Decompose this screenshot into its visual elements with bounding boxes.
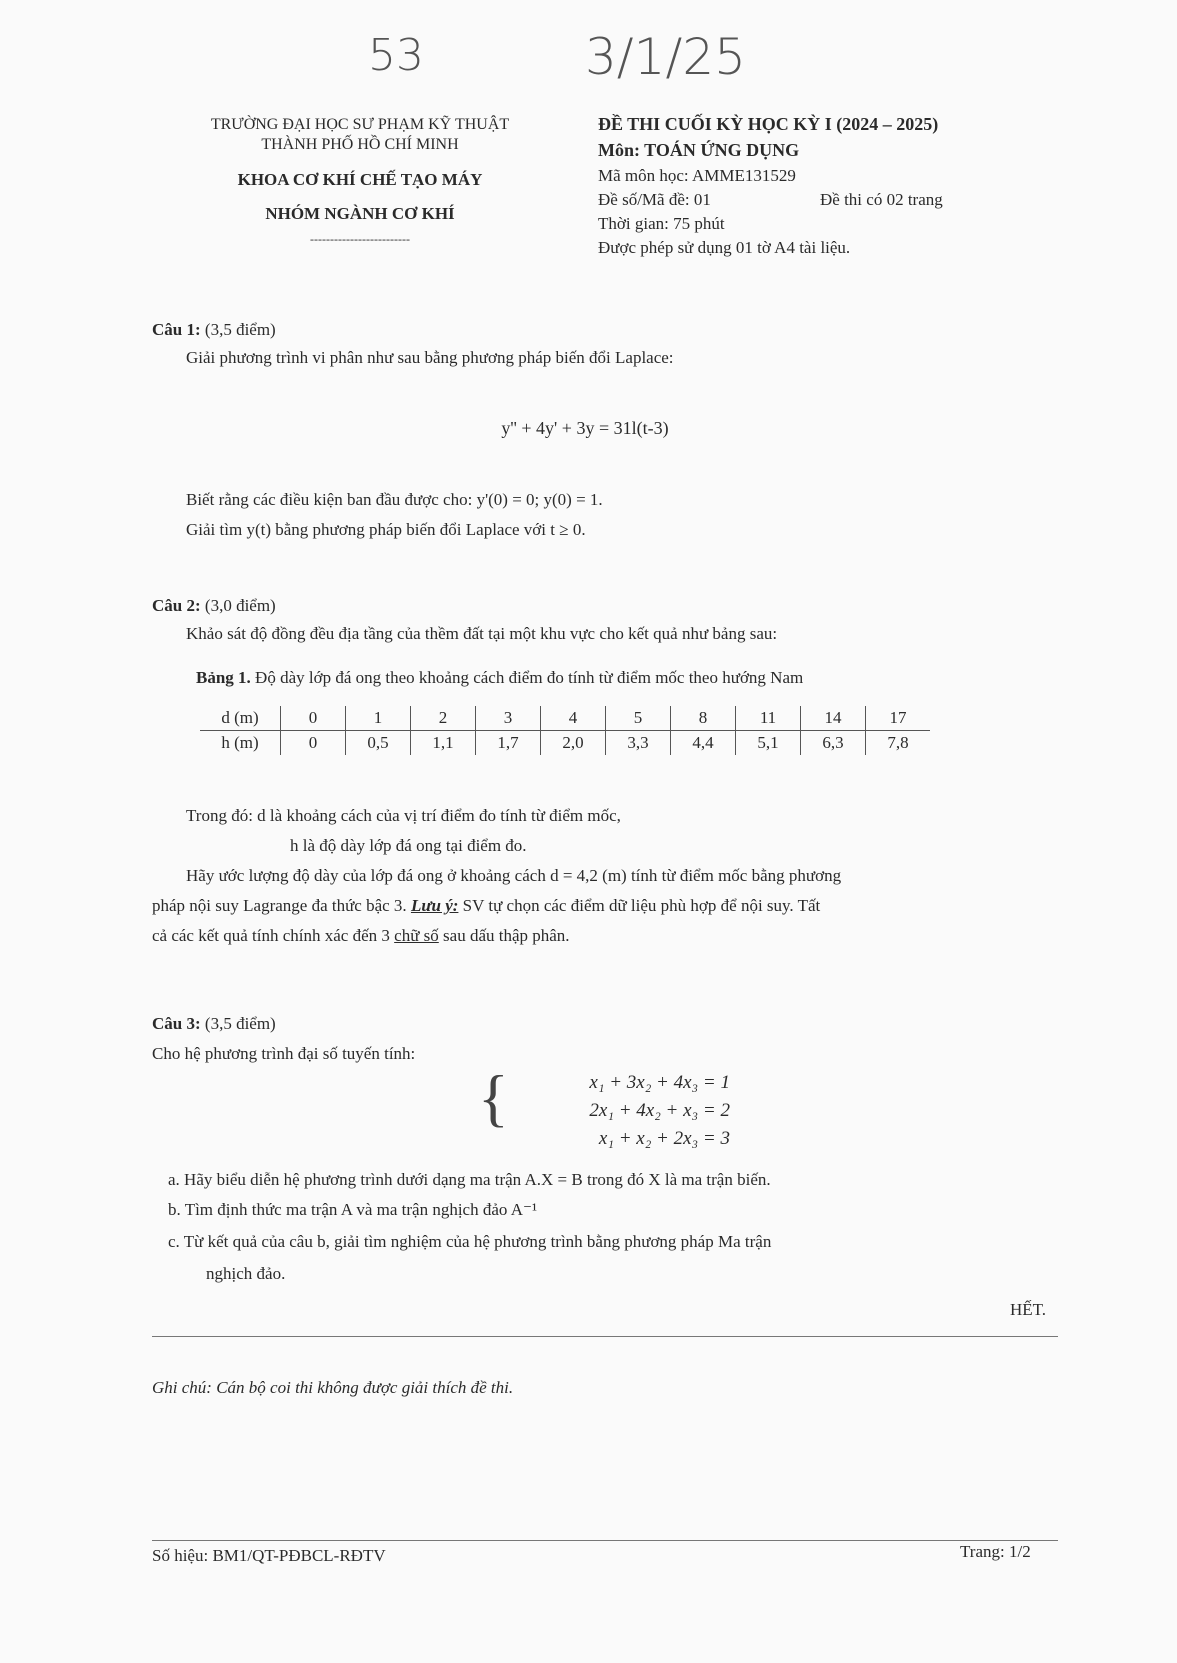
table-cell: 0,5 — [346, 731, 411, 756]
university-name: TRƯỜNG ĐẠI HỌC SƯ PHẠM KỸ THUẬT — [210, 116, 510, 133]
table-caption: Bảng 1. Độ dày lớp đá ong theo khoảng cách điểm đo tính từ điểm mốc theo hướng Nam — [196, 668, 804, 687]
equation-1: x₁ + 3x₂ + 4x₃ = 1 — [589, 1072, 730, 1093]
divider — [152, 1336, 1058, 1337]
header-divider: ------------------------- — [310, 232, 410, 246]
table-row-h — [200, 731, 930, 756]
exam-code: Đề số/Mã đề: 01 — [598, 190, 711, 209]
table-cell: 6,3 — [801, 731, 866, 756]
department-name: NHÓM NGÀNH CƠ KHÍ — [265, 204, 455, 223]
exam-time: Thời gian: 75 phút — [598, 214, 725, 233]
footer-divider — [152, 1540, 1058, 1541]
table-cell: 1,7 — [476, 731, 541, 756]
q1-intro: Giải phương trình vi phân như sau bằng phương pháp biến đổi Laplace: — [186, 348, 674, 367]
q3-part-c-cont: nghịch đảo. — [206, 1264, 286, 1283]
q2-heading: Câu 2: (3,0 điểm) — [152, 596, 276, 615]
q3-part-a: a. Hãy biểu diễn hệ phương trình dưới dạng ma trận A.X = B trong đó X là ma trận biến. — [168, 1170, 771, 1189]
row-label: h (m) — [221, 733, 259, 752]
table-cell: 11 — [736, 706, 801, 731]
table-cell: 0 — [281, 731, 346, 756]
q2-task-line1: Hãy ước lượng độ dày của lớp đá ong ở khoảng cách d = 4,2 (m) tính từ điểm mốc bằng phương — [186, 866, 842, 885]
table-cell: 4,4 — [671, 731, 736, 756]
q3-part-b: b. Tìm định thức ma trận A và ma trận nghịch đảo A⁻¹ — [168, 1200, 538, 1219]
proctor-note: Ghi chú: Cán bộ coi thi không được giải thích đề thi. — [152, 1378, 514, 1397]
page-number: Trang: 1/2 — [960, 1542, 1031, 1561]
table-cell: 3 — [476, 706, 541, 731]
end-marker: HẾT. — [1010, 1300, 1047, 1319]
q3-heading: Câu 3: (3,5 điểm) — [152, 1014, 276, 1033]
q2-where-h: h là độ dày lớp đá ong tại điểm đo. — [290, 836, 527, 855]
q1-equation: y'' + 4y' + 3y = 31l(t-3) — [501, 418, 669, 438]
thickness-table — [200, 706, 930, 755]
exam-title: ĐỀ THI CUỐI KỲ HỌC KỲ I (2024 – 2025) — [598, 114, 939, 134]
subject: Môn: TOÁN ỨNG DỤNG — [598, 140, 800, 160]
table-cell: 5 — [606, 706, 671, 731]
document-code: Số hiệu: BM1/QT-PĐBCL-RĐTV — [152, 1546, 386, 1565]
page-count: Đề thi có 02 trang — [820, 190, 943, 209]
table-cell: 0 — [281, 706, 346, 731]
q2-task-line3: cả các kết quả tính chính xác đến 3 chữ số sau dấu thập phân. — [152, 926, 570, 945]
table-cell: 17 — [866, 706, 931, 731]
table-cell: 3,3 — [606, 731, 671, 756]
table-cell: 14 — [801, 706, 866, 731]
table-cell: 1,1 — [411, 731, 476, 756]
materials-allowed: Được phép sử dụng 01 tờ A4 tài liệu. — [598, 238, 851, 257]
q1-task: Giải tìm y(t) bằng phương pháp biến đổi Laplace với t ≥ 0. — [186, 520, 586, 539]
table-row-d — [200, 706, 930, 731]
q2-intro: Khảo sát độ đồng đều địa tầng của thềm đất tại một khu vực cho kết quả như bảng sau: — [186, 624, 778, 643]
table-cell: 8 — [671, 706, 736, 731]
table-cell: 2 — [411, 706, 476, 731]
q2-task-line2: pháp nội suy Lagrange đa thức bậc 3. Lưu ý: SV tự chọn các điểm dữ liệu phù hợp để nội suy. Tất — [152, 896, 821, 915]
q3-intro: Cho hệ phương trình đại số tuyến tính: — [152, 1044, 416, 1063]
table-cell: 2,0 — [541, 731, 606, 756]
course-code: Mã môn học: AMME131529 — [598, 166, 796, 185]
equation-3: x₁ + x₂ + 2x₃ = 3 — [598, 1128, 730, 1149]
q2-where-d: Trong đó: d là khoảng cách của vị trí điểm đo tính từ điểm mốc, — [186, 806, 621, 825]
table-cell: 7,8 — [866, 731, 931, 756]
table-cell: 4 — [541, 706, 606, 731]
faculty-name: KHOA CƠ KHÍ CHẾ TẠO MÁY — [237, 170, 483, 189]
q3-part-c: c. Từ kết quả của câu b, giải tìm nghiệm của hệ phương trình bằng phương pháp Ma trận — [168, 1232, 772, 1251]
university-city: THÀNH PHỐ HỒ CHÍ MINH — [261, 136, 459, 153]
table-cell: 1 — [346, 706, 411, 731]
row-label: d (m) — [200, 706, 281, 731]
system-brace: { — [478, 1062, 509, 1133]
table-cell: 5,1 — [736, 731, 801, 756]
equation-2: 2x₁ + 4x₂ + x₃ = 2 — [589, 1100, 730, 1121]
handwritten-number: 53 — [368, 30, 424, 81]
q1-conditions: Biết rằng các điều kiện ban đầu được cho: y'(0) = 0; y(0) = 1. — [186, 490, 603, 509]
handwritten-date: 3/1/25 — [585, 28, 746, 86]
q1-heading: Câu 1: (3,5 điểm) — [152, 320, 276, 339]
